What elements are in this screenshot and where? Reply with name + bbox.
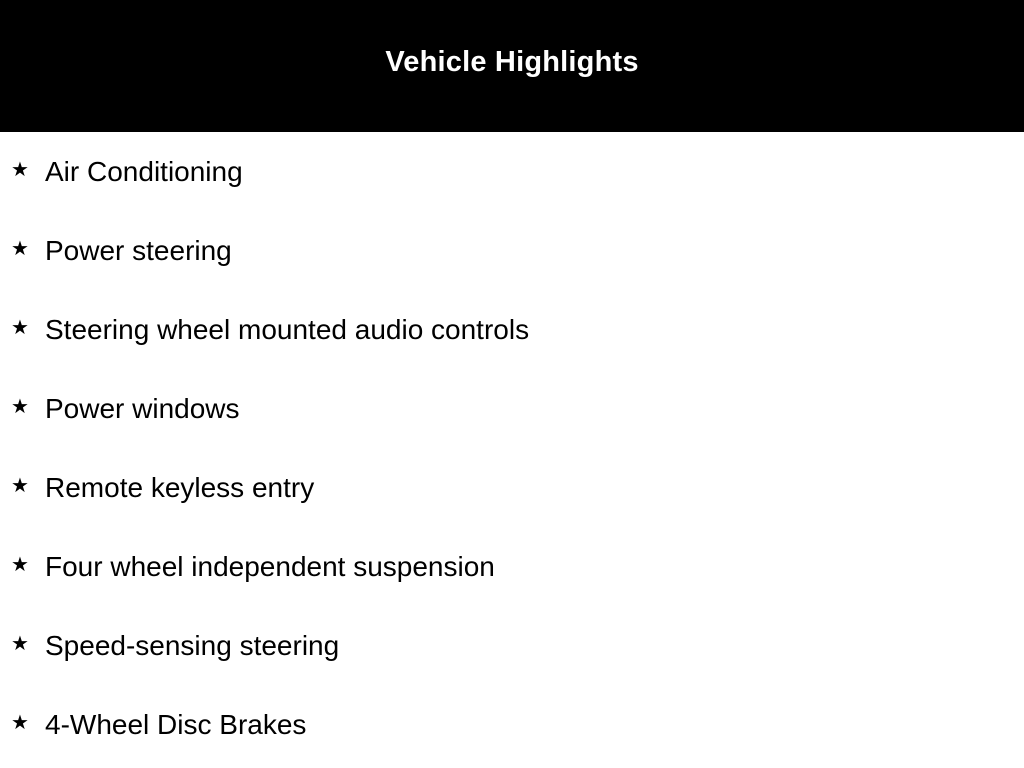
list-item-label: Power windows [45, 393, 240, 424]
star-icon: ★ [11, 394, 29, 418]
list-item-label: Steering wheel mounted audio controls [45, 314, 530, 345]
list-item-label: Speed-sensing steering [45, 630, 340, 661]
star-icon: ★ [11, 710, 29, 734]
star-icon: ★ [11, 157, 29, 181]
list-item-label: 4-Wheel Disc Brakes [45, 709, 307, 740]
list-item-label: Power steering [45, 235, 232, 266]
list-item-label: Four wheel independent suspension [45, 551, 495, 582]
star-icon: ★ [11, 236, 29, 260]
star-icon: ★ [11, 315, 29, 339]
star-icon: ★ [11, 473, 29, 497]
list-item-label: Air Conditioning [45, 156, 243, 187]
page-header [0, 0, 1024, 132]
star-icon: ★ [11, 552, 29, 576]
list-item-label: Remote keyless entry [45, 472, 315, 503]
star-icon: ★ [11, 631, 29, 655]
page-title: Vehicle Highlights [385, 45, 639, 78]
